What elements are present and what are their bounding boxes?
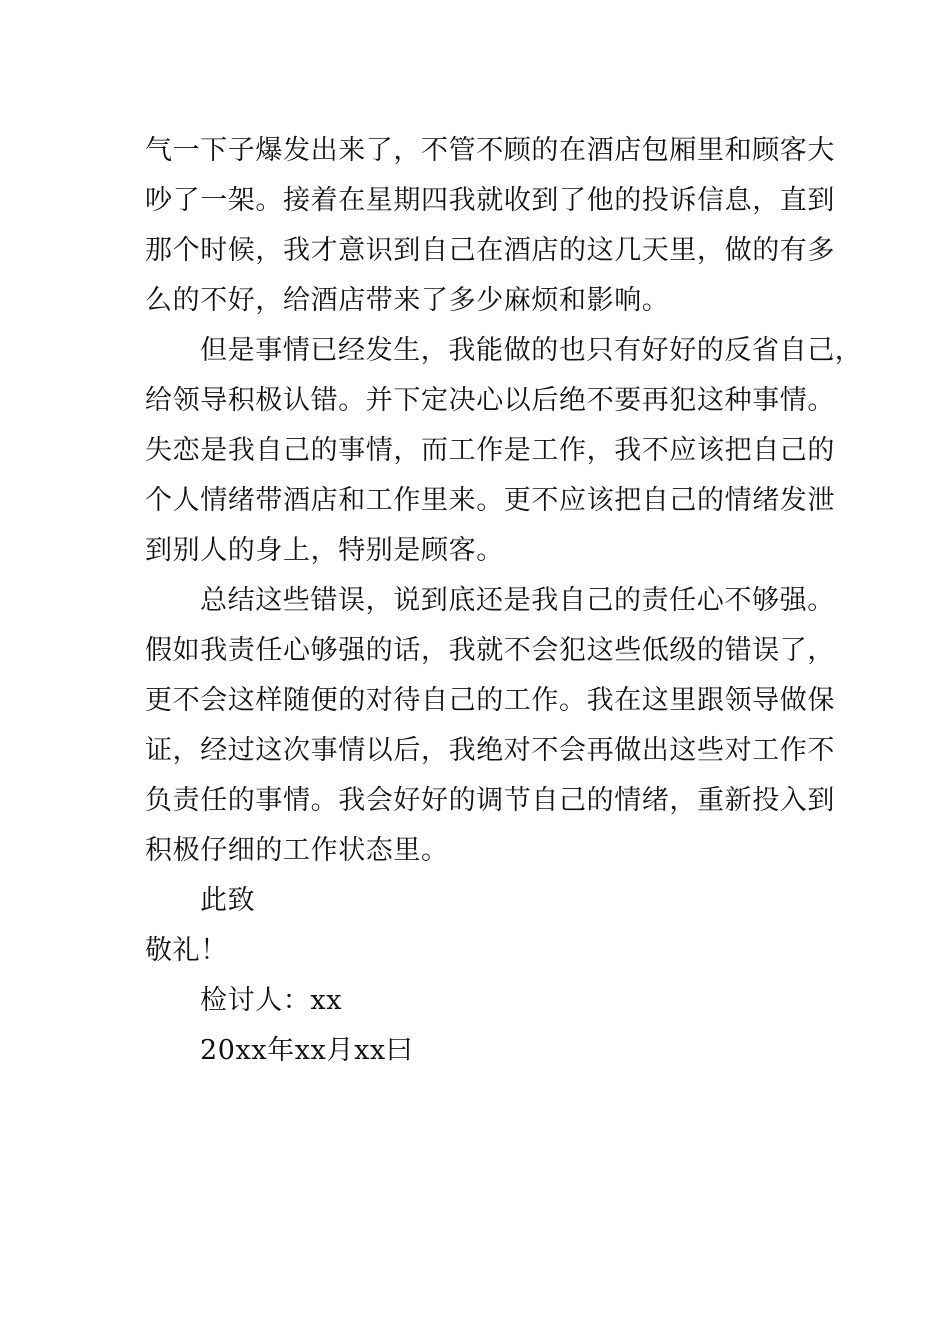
signer: 检讨人：xx (200, 985, 343, 1016)
text-line: 假如我责任心够强的话，我就不会犯这些低级的错误了， (145, 635, 835, 666)
text-line: 证，经过这次事情以后，我绝对不会再做出这些对工作不 (145, 735, 835, 766)
date: 20xx年xx月xx曰 (200, 1035, 414, 1066)
text-line: 吵了一架。接着在星期四我就收到了他的投诉信息，直到 (145, 185, 835, 216)
text-line: 失恋是我自己的事情，而工作是工作，我不应该把自己的 (145, 435, 835, 466)
text-line: 气一下子爆发出来了，不管不顾的在酒店包厢里和顾客大 (145, 135, 835, 166)
text-line: 总结这些错误，说到底还是我自己的责任心不够强。 (200, 585, 835, 616)
text-line: 更不会这样随便的对待自己的工作。我在这里跟领导做保 (145, 685, 835, 716)
closing-regards: 敬礼！ (145, 935, 228, 966)
text-line: 给领导积极认错。并下定决心以后绝不要再犯这种事情。 (145, 385, 835, 416)
closing-salutation: 此致 (200, 885, 256, 916)
text-line: 么的不好，给酒店带来了多少麻烦和影响。 (145, 285, 670, 316)
text-line: 负责任的事情。我会好好的调节自己的情绪，重新投入到 (145, 785, 835, 816)
text-line: 但是事情已经发生，我能做的也只有好好的反省自己， (200, 335, 863, 366)
text-line: 那个时候，我才意识到自己在酒店的这几天里，做的有多 (145, 235, 835, 266)
text-line: 积极仔细的工作状态里。 (145, 835, 449, 866)
text-line: 个人情绪带酒店和工作里来。更不应该把自己的情绪发泄 (145, 485, 835, 516)
text-line: 到别人的身上，特别是顾客。 (145, 535, 504, 566)
